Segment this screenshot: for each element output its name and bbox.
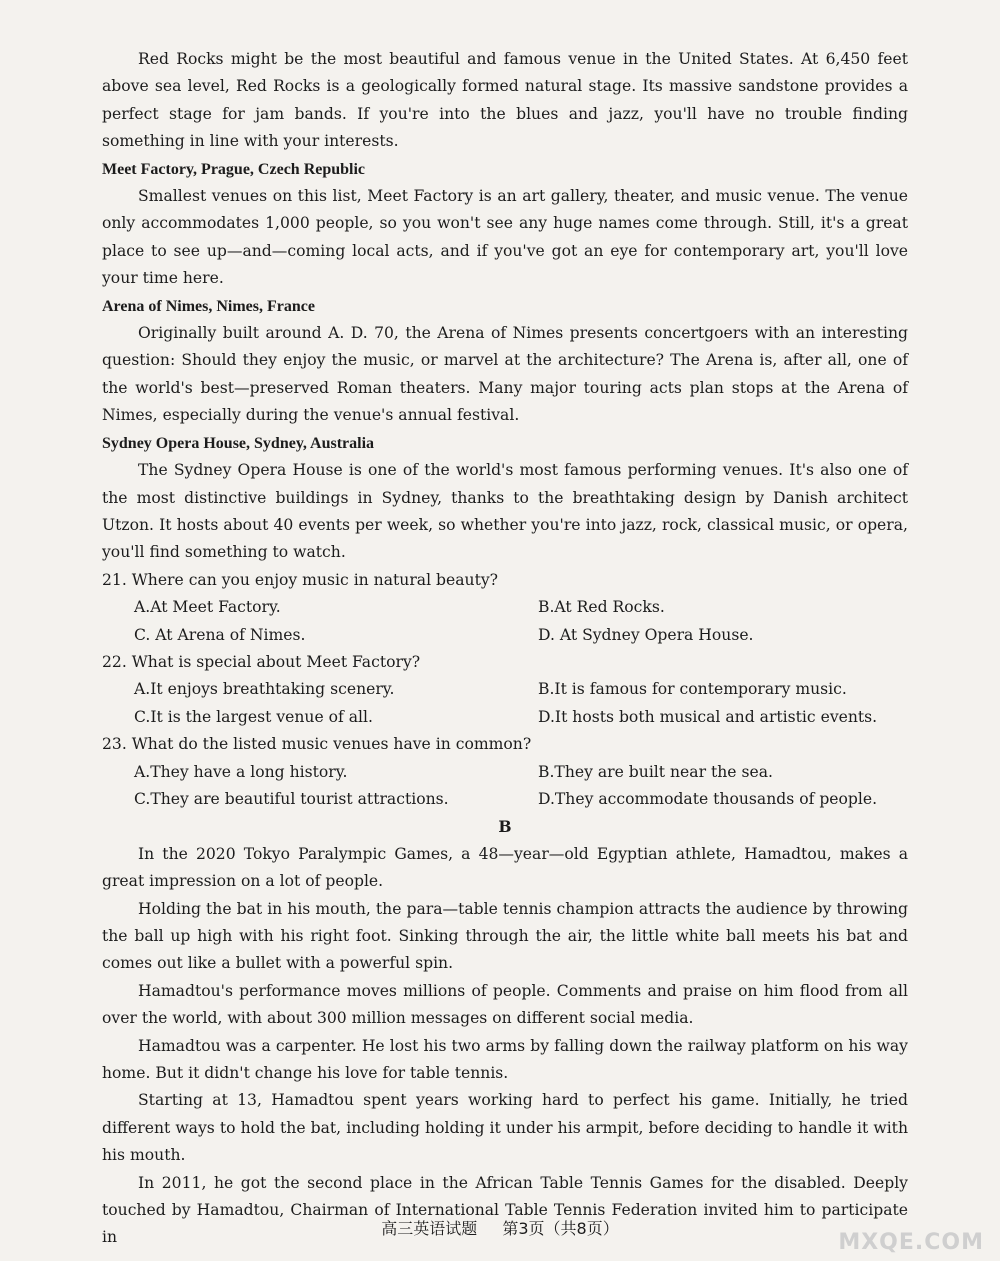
venue-heading: Arena of Nimes, Nimes, France: [102, 297, 315, 315]
passage-b-paragraph: In 2011, he got the second place in the African Table Tennis Games for the disabled. Deeply touched by Hamadtou, Chairman of International Table Tennis Federation invited him to participate in: [102, 1173, 908, 1247]
exam-page: [102, 46, 908, 1252]
option-c: C.They are beautiful tourist attractions.: [134, 789, 449, 808]
question-23: [102, 731, 908, 813]
question-22: [102, 649, 908, 731]
option-b: B.It is famous for contemporary music.: [538, 680, 847, 699]
section-letter: B: [498, 817, 512, 837]
red-rocks-paragraph: Red Rocks might be the most beautiful and famous venue in the United States. At 6,450 feet above sea level, Red Rocks is a geologically formed natural stage. Its massive sandstone provides a perfect stage for jam bands. If you're into the blues and jazz, you'll have no trouble finding something in line with your interests.: [102, 50, 908, 151]
option-a: A.It enjoys breathtaking scenery.: [134, 680, 395, 699]
question-21: [102, 567, 908, 649]
option-c: C.It is the largest venue of all.: [134, 707, 373, 726]
option-a: A.At Meet Factory.: [134, 598, 281, 617]
passage-b-paragraph: In the 2020 Tokyo Paralympic Games, a 48—year—old Egyptian athlete, Hamadtou, makes a great impression on a lot of people.: [102, 844, 908, 891]
option-c: C. At Arena of Nimes.: [134, 625, 306, 644]
passage-b-paragraph: Holding the bat in his mouth, the para—table tennis champion attracts the audience by throwing the ball up high with his right foot. Sinking through the air, the little white ball meets his bat and comes out like a bullet with a powerful spin.: [102, 899, 908, 973]
footer-page-number: 第3页（共8页）: [502, 1219, 619, 1238]
question-stem: 22. What is special about Meet Factory?: [102, 652, 421, 671]
option-b: B.They are built near the sea.: [538, 762, 773, 781]
passage-b-paragraph: Hamadtou's performance moves millions of people. Comments and praise on him flood from all over the world, with about 300 million messages on different social media.: [102, 981, 908, 1028]
passage-b-paragraph: Hamadtou was a carpenter. He lost his two arms by falling down the railway platform on his way home. But it didn't change his love for table tennis.: [102, 1036, 908, 1083]
question-stem: 21. Where can you enjoy music in natural beauty?: [102, 570, 499, 589]
passage-b-paragraph: Starting at 13, Hamadtou spent years working hard to perfect his game. Initially, he tried different ways to hold the bat, including holding it under his armpit, before deciding to handle it with his mouth.: [102, 1091, 908, 1165]
footer-subject: 高三英语试题: [381, 1219, 478, 1238]
watermark-logo: MXQE.COM: [838, 1230, 984, 1255]
venue-paragraph: Originally built around A. D. 70, the Arena of Nimes presents concertgoers with an interesting question: Should they enjoy the music, or marvel at the architecture? The Arena is, after all, one of the world's best—preserved Roman theaters. Many major touring acts plan stops at the Arena of Nimes, especially during the venue's annual festival.: [102, 324, 908, 425]
option-d: D.It hosts both musical and artistic events.: [538, 707, 878, 726]
question-stem: 23. What do the listed music venues have in common?: [102, 735, 532, 754]
option-d: D.They accommodate thousands of people.: [538, 789, 878, 808]
venue-paragraph: The Sydney Opera House is one of the world's most famous performing venues. It's also one of the most distinctive buildings in Sydney, thanks to the breathtaking design by Danish architect Utzon. It hosts about 40 events per week, so whether you're into jazz, rock, classical music, or opera, you'll find something to watch.: [102, 461, 908, 562]
venue-heading: Meet Factory, Prague, Czech Republic: [102, 160, 366, 178]
venue-paragraph: Smallest venues on this list, Meet Factory is an art gallery, theater, and music venue. The venue only accommodates 1,000 people, so you won't see any huge names come through. Still, it's a great place to see up—and—coming local acts, and if you've got an eye for contemporary art, you'll love your time here.: [102, 187, 908, 288]
option-d: D. At Sydney Opera House.: [538, 625, 754, 644]
venue-heading: Sydney Opera House, Sydney, Australia: [102, 434, 375, 452]
option-b: B.At Red Rocks.: [538, 598, 665, 617]
option-a: A.They have a long history.: [134, 762, 348, 781]
